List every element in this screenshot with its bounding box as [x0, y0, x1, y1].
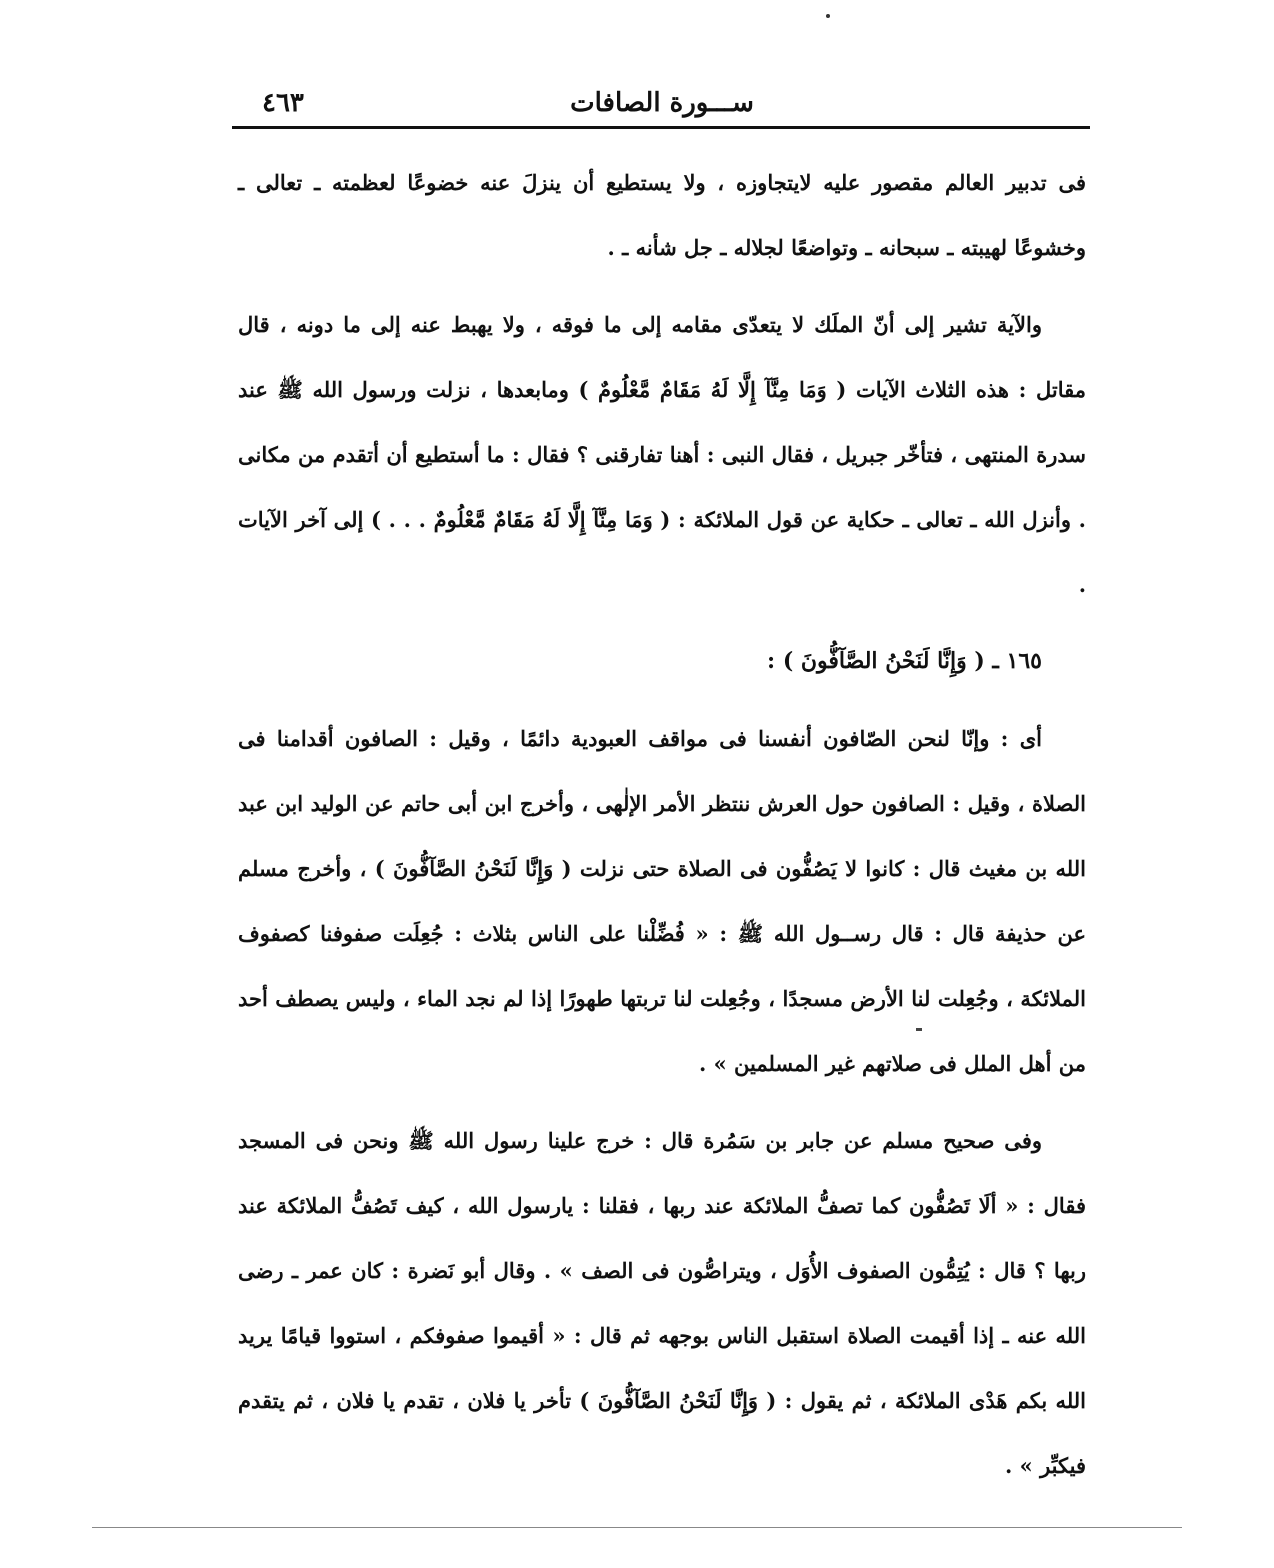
scan-speck — [826, 14, 830, 18]
chapter-title: ســـورة الصافات — [570, 88, 754, 118]
header-rule — [232, 126, 1090, 129]
paragraph-sahih-muslim: وفى صحيح مسلم عن جابر بن سَمُرة قال : خرج علينا رسول الله ﷺ ونحن فى المسجد فقال : « ألَا تَصُفُّون كما تصفُّ الملائكة عند ربها ، فقلنا : يارسول الله ، كيف تَصُفُّ الملائكة عند ربها ؟ قال : يُتِمُّون الصفوف الأُوَل ، ويتراصُّون فى الصف » . وقال أبو نَضرة : كان عمر ـ رضى الله عنه ـ إذا أقيمت الصلاة استقبل الناس بوجهه ثم قال : « أقيموا صفوفكم ، استووا قيامًا يريد الله بكم هَدْى الملائكة ، ثم يقول : ( وَإِنَّا لَنَحْنُ الصَّآفُّونَ ) تأخر يا فلان ، تقدم يا فلان ، ثم يتقدم فيكبِّر » . — [238, 1128, 1086, 1478]
running-header — [236, 88, 1088, 128]
scan-bottom-edge — [92, 1527, 1182, 1528]
page-number: ٤٦٣ — [262, 88, 304, 118]
main-text — [238, 150, 1086, 1498]
paragraph-continuation: فى تدبير العالم مقصور عليه لايتجاوزه ، ولا يستطيع أن ينزلَ عنه خضوعًا لعظمته ـ تعالى ـ وخشوعًا لهيبته ـ سبحانه ـ وتواضعًا لجلاله ـ جل شأنه ـ . — [238, 170, 1086, 260]
verse-heading-165: ١٦٥ ـ ( وَإِنَّا لَنَحْنُ الصَّآفُّونَ ) : — [767, 648, 1042, 674]
scan-mark — [916, 1028, 922, 1031]
paragraph-saffun: أى : وإنّا لنحن الصّافون أنفسنا فى مواقف العبودية دائمًا ، وقيل : الصافون أقدامنا فى الصلاة ، وقيل : الصافون حول العرش ننتظر الأمر الإلٰهى ، وأخرج ابن أبى حاتم عن الوليد ابن عبد الله بن مغيث قال : كانوا لا يَصُفُّون فى الصلاة حتى نزلت ( وَإِنَّا لَنَحْنُ الصَّآفُّونَ ) ، وأخرج مسلم عن حذيفة قال : قال رســول الله ﷺ : « فُضِّلْنا على الناس بثلاث : جُعِلَت صفوفنا كصفوف الملائكة ، وجُعِلت لنا الأرض مسجدًا ، وجُعِلت لنا تربتها طهورًا إذا لم نجد الماء ، وليس يصطف أحد من أهل الملل فى صلاتهم غير المسلمين » . — [238, 726, 1086, 1076]
paragraph-muqatil: والآية تشير إلى أنّ الملَك لا يتعدّى مقامه إلى ما فوقه ، ولا يهبط عنه إلى ما دونه ، قال مقاتل : هذه الثلاث الآيات ( وَمَا مِنَّآ إِلَّا لَهُ مَقَامٌ مَّعْلُومٌ ) ومابعدها ، نزلت ورسول الله ﷺ عند سدرة المنتهى ، فتأخّر جبريل ، فقال النبى : أهنا تفارقنى ؟ فقال : ما أستطيع أن أتقدم من مكانى . وأنزل الله ـ تعالى ـ حكاية عن قول الملائكة : ( وَمَا مِنَّآ إِلَّا لَهُ مَقَامٌ مَّعْلُومٌ . . . ) إلى آخر الآيات . — [238, 312, 1086, 597]
